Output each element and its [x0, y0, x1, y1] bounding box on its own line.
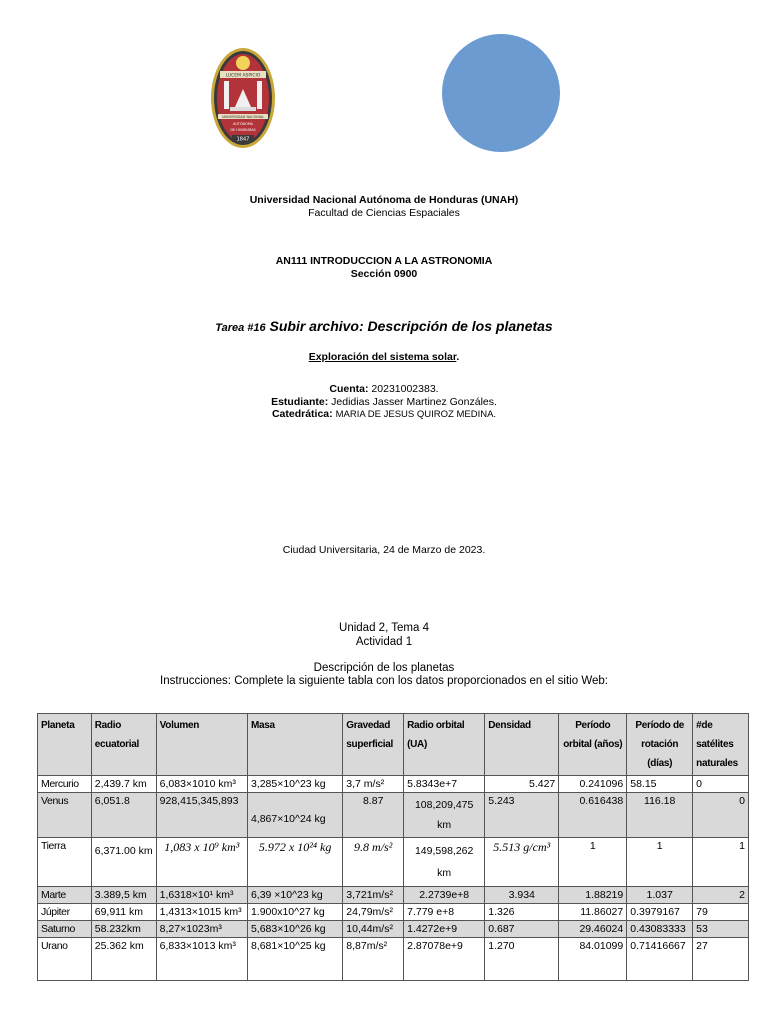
planets-table	[37, 713, 749, 981]
cell: 5.427	[485, 776, 559, 793]
cell: 3,285×10^23 kg	[247, 776, 342, 793]
cell: 7.779 e+8	[404, 904, 485, 921]
instructions-text: Instrucciones: Complete la siguiente tabla con los datos proporcionados en el sitio Web:	[160, 675, 608, 687]
cell: 0.616438	[559, 793, 627, 838]
table-row	[38, 793, 749, 838]
cell: 1,4313×1015 km³	[156, 904, 247, 921]
cell: 0	[693, 793, 749, 838]
header-periodo-rotacion: Período de rotación (días)	[627, 714, 693, 776]
cell: 8.87	[343, 793, 404, 838]
cell: 3.934	[485, 887, 559, 904]
cell: 0.687	[485, 921, 559, 938]
cell: 9.8 m/s²	[343, 838, 404, 887]
table-row	[38, 776, 749, 793]
cell: 1.326	[485, 904, 559, 921]
svg-text:UNIVERSIDAD NACIONAL: UNIVERSIDAD NACIONAL	[221, 115, 265, 119]
cell: 10,44m/s²	[343, 921, 404, 938]
cell: Tierra	[38, 838, 92, 887]
cell: Júpiter	[38, 904, 92, 921]
blue-circle-logo	[442, 34, 560, 152]
cell: 6,833×1013 km³	[156, 938, 247, 981]
cell: 58.232km	[91, 921, 156, 938]
cell: 24,79m/s²	[343, 904, 404, 921]
estudiante-value: Jedidias Jasser Martinez Gonzáles.	[331, 396, 497, 408]
svg-text:DE HONDURAS: DE HONDURAS	[230, 128, 256, 132]
cell: 6,051.8	[91, 793, 156, 838]
cell: 1	[627, 838, 693, 887]
cell: 11.86027	[559, 904, 627, 921]
catedratica-value: MARIA DE JESUS QUIROZ MEDINA.	[335, 409, 497, 420]
place-date: Ciudad Universitaria, 24 de Marzo de 2023.	[282, 544, 486, 556]
table-row	[38, 904, 749, 921]
cell: 27	[693, 938, 749, 981]
cell: Saturno	[38, 921, 92, 938]
cell: Urano	[38, 938, 92, 981]
cell: 69,911 km	[91, 904, 156, 921]
estudiante-label: Estudiante:	[271, 396, 329, 408]
cell: 6,083×1010 km³	[156, 776, 247, 793]
cell: 2,439.7 km	[91, 776, 156, 793]
header-radio-ecuatorial: Radio ecuatorial	[91, 714, 156, 776]
cuenta-line	[0, 383, 768, 396]
cell: 149,598,262 km	[404, 838, 485, 887]
table-row	[38, 921, 749, 938]
cell: 116.18	[627, 793, 693, 838]
cell: Marte	[38, 887, 92, 904]
cell: 3,7 m/s²	[343, 776, 404, 793]
header-gravedad: Gravedad superficial	[343, 714, 404, 776]
header-radio-orbital: Radio orbital (UA)	[404, 714, 485, 776]
header-volumen: Volumen	[156, 714, 247, 776]
activity-line: Actividad 1	[355, 636, 413, 648]
cell: 8,87m/s²	[343, 938, 404, 981]
cell-text: 4,867×10^24 kg	[250, 813, 326, 825]
cell: 25.362 km	[91, 938, 156, 981]
cell: 1	[559, 838, 627, 887]
cell: 2.87078e+9	[404, 938, 485, 981]
cell: 1,083 x 10⁹ km³	[156, 838, 247, 887]
header-periodo-orbital: Período orbital (años)	[559, 714, 627, 776]
cell: 3,721m/s²	[343, 887, 404, 904]
task-subtitle-line: Exploración del sistema solar.	[308, 351, 460, 363]
catedratica-label: Catedrática:	[271, 408, 333, 420]
section-name: Sección 0900	[350, 268, 418, 280]
cell: 1.88219	[559, 887, 627, 904]
header-planeta: Planeta	[38, 714, 92, 776]
unah-crest-logo	[210, 47, 276, 149]
header-densidad: Densidad	[485, 714, 559, 776]
table-row	[38, 887, 749, 904]
cell: 2.2739e+8	[404, 887, 485, 904]
cell: 5.513 g/cm³	[485, 838, 559, 887]
cell: 928,415,345,893	[156, 793, 247, 838]
cell: 108,209,475 km	[404, 793, 485, 838]
faculty-name: Facultad de Ciencias Espaciales	[308, 207, 460, 219]
cell: 53	[693, 921, 749, 938]
svg-text:AUTÓNOMA: AUTÓNOMA	[233, 122, 253, 126]
cell: 1.037	[627, 887, 693, 904]
header-satelites: #de satélites naturales	[693, 714, 749, 776]
table-row	[38, 838, 749, 887]
table-header-row	[38, 714, 749, 776]
header-masa: Masa	[247, 714, 342, 776]
cell: 84.01099	[559, 938, 627, 981]
cell: Mercurio	[38, 776, 92, 793]
task-title	[0, 318, 768, 334]
cell: 29.46024	[559, 921, 627, 938]
task-subtitle: Exploración del sistema solar	[308, 351, 457, 363]
cell: 2	[693, 887, 749, 904]
cuenta-value: 20231002383.	[371, 383, 439, 395]
cell: 1.900x10^27 kg	[247, 904, 342, 921]
cell: 8,27×1023m³	[156, 921, 247, 938]
unit-line: Unidad 2, Tema 4	[339, 622, 429, 634]
svg-text:LUCEM ASPICIO: LUCEM ASPICIO	[225, 73, 261, 79]
task-title-text: Subir archivo: Descripción de los planetas	[269, 318, 553, 334]
cell: 1	[693, 838, 749, 887]
cell: 0.3979167	[627, 904, 693, 921]
cuenta-label: Cuenta:	[329, 383, 369, 395]
description-title: Descripción de los planetas	[313, 662, 455, 674]
cell: 0.43083333	[627, 921, 693, 938]
cell: 3.389,5 km	[91, 887, 156, 904]
cell: 5.243	[485, 793, 559, 838]
course-name: AN111 INTRODUCCION A LA ASTRONOMIA	[275, 255, 493, 267]
cell: 1.4272e+9	[404, 921, 485, 938]
cell: 5,683×10^26 kg	[247, 921, 342, 938]
cell: 1.270	[485, 938, 559, 981]
cell: 6,371.00 km	[91, 838, 156, 887]
cell: 6,39 ×10^23 kg	[247, 887, 342, 904]
cell: Venus	[38, 793, 92, 838]
cell: 58.15	[627, 776, 693, 793]
cell: 79	[693, 904, 749, 921]
cell: 0.241096	[559, 776, 627, 793]
cell: 5.8343e+7	[404, 776, 485, 793]
svg-text:1847: 1847	[236, 136, 250, 143]
cell: 0	[693, 776, 749, 793]
cell: 5.972 x 10²⁴ kg	[247, 838, 342, 887]
cell: 0.71416667	[627, 938, 693, 981]
university-name: Universidad Nacional Autónoma de Honduras (UNAH)	[249, 194, 519, 206]
cell: 1,6318×10¹ km³	[156, 887, 247, 904]
task-prefix: Tarea #16	[215, 322, 266, 334]
cell	[247, 793, 342, 838]
table-row	[38, 938, 749, 981]
catedratica-line	[0, 408, 768, 421]
cell: 8,681×10^25 kg	[247, 938, 342, 981]
